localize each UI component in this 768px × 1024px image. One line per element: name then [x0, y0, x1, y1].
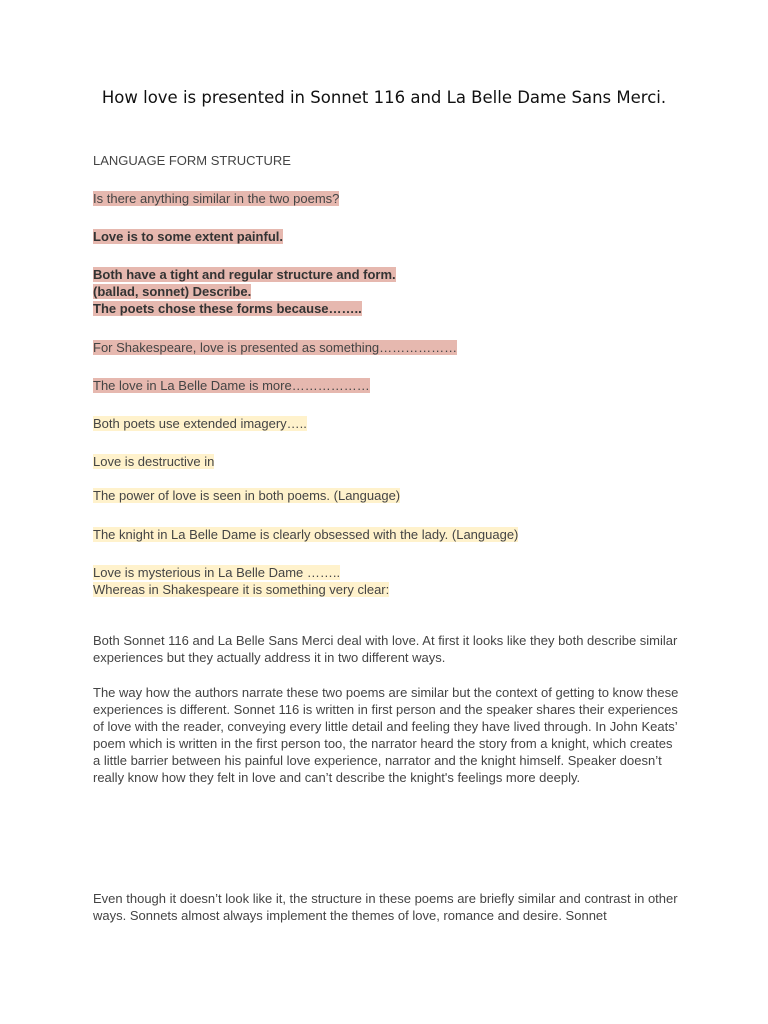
paragraph-intro: Both Sonnet 116 and La Belle Sans Merci deal with love. At first it looks like they both describe similar experiences but they actually address it in two different ways. [93, 633, 678, 665]
document-title: How love is presented in Sonnet 116 and La Belle Dame Sans Merci. [101, 88, 667, 107]
note-la-belle-more [93, 377, 683, 394]
note-text: Whereas in Shakespeare it is something very clear: [93, 582, 390, 597]
section-heading [93, 152, 683, 169]
paragraph-narration: The way how the authors narrate these two poems are similar but the context of getting to know these experiences is different. Sonnet 116 is written in first person and the speaker shares their experiences of love with the reader, conveying every little detail and feeling they have lived through. In John Keats’ poem which is written in the first person too, the narrator heard the story from a knight, which creates a little barrier between his painful love experience, narrator and the knight himself. Speaker doesn’t really know how they felt in love and can’t describe the knight's feelings more deeply. [93, 685, 679, 785]
paragraph-structure: Even though it doesn’t look like it, the structure in these poems are briefly similar and contrast in other ways. Sonnets almost always implement the themes of love, romance and desire. Sonnet [93, 891, 678, 923]
note-similar-question [93, 190, 683, 207]
note-text: The knight in La Belle Dame is clearly obsessed with the lady. (Language) [93, 527, 519, 542]
note-text: Love is to some extent painful. [93, 229, 283, 244]
note-mysterious [93, 564, 683, 598]
note-painful [93, 228, 683, 245]
note-text: Both poets use extended imagery….. [93, 416, 307, 431]
note-text: The power of love is seen in both poems. (Language) [93, 488, 401, 503]
note-knight [93, 526, 683, 543]
note-destructive [93, 453, 683, 470]
note-text: Is there anything similar in the two poems? [93, 191, 340, 206]
note-text: For Shakespeare, love is presented as something……………… [93, 340, 458, 355]
note-structure [93, 266, 683, 317]
note-text: Love is mysterious in La Belle Dame …….. [93, 565, 341, 580]
note-text: Both have a tight and regular structure and form. [93, 267, 396, 282]
note-text: The love in La Belle Dame is more……………… [93, 378, 370, 393]
note-shakespeare [93, 339, 683, 356]
note-imagery [93, 415, 683, 432]
heading-language-form-structure: LANGUAGE FORM STRUCTURE [93, 153, 291, 168]
note-text: Love is destructive in [93, 454, 215, 469]
note-text: (ballad, sonnet) Describe. [93, 284, 252, 299]
note-power [93, 487, 683, 504]
note-text: The poets chose these forms because…….. [93, 301, 362, 316]
